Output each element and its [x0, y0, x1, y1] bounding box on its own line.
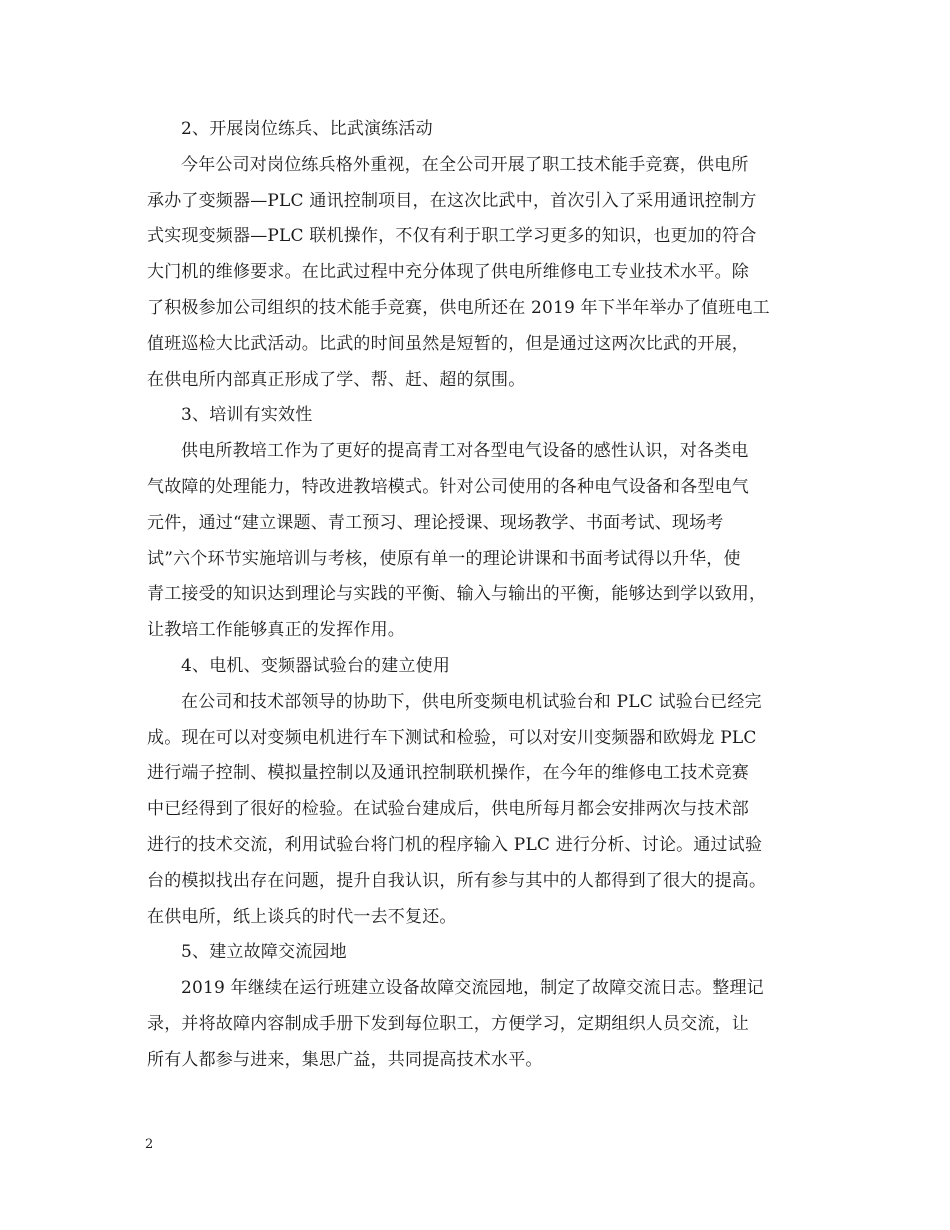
- text-line: 进行端子控制、模拟量控制以及通讯控制联机操作，在今年的维修电工技术竞赛: [147, 763, 749, 784]
- document-body: [147, 112, 812, 1079]
- text-line: 进行的技术交流，利用试验台将门机的程序输入 PLC 进行分析、讨论。通过试验: [147, 834, 763, 855]
- text-line: 让教培工作能够真正的发挥作用。: [147, 620, 405, 641]
- text-line: 值班巡检大比武活动。比武的时间虽然是短暂的，但是通过这两次比武的开展，: [147, 333, 749, 354]
- text-line: 中已经得到了很好的检验。在试验台建成后，供电所每月都会安排两次与技术部: [147, 799, 749, 820]
- text-line: 3、培训有实效性: [181, 405, 313, 426]
- text-line: 大门机的维修要求。在比武过程中充分体现了供电所维修电工专业技术水平。除: [147, 262, 749, 283]
- text-line: 在供电所内部真正形成了学、帮、赶、超的氛围。: [147, 369, 526, 390]
- text-line: 成。现在可以对变频电机进行车下测试和检验，可以对安川变频器和欧姆龙 PLC: [147, 727, 757, 748]
- text-line: 2019 年继续在运行班建立设备故障交流园地，制定了故障交流日志。整理记: [181, 978, 764, 999]
- text-line: 了积极参加公司组织的技术能手竞赛，供电所还在 2019 年下半年举办了值班电工: [147, 297, 770, 318]
- text-line: 青工接受的知识达到理论与实践的平衡、输入与输出的平衡，能够达到学以致用，: [147, 584, 767, 605]
- text-line: 在供电所，纸上谈兵的时代一去不复还。: [147, 906, 457, 927]
- text-line: 承办了变频器—PLC 通讯控制项目，在这次比武中，首次引入了采用通讯控制方: [147, 190, 757, 211]
- text-line: 式实现变频器—PLC 联机操作，不仅有利于职工学习更多的知识，也更加的符合: [147, 226, 757, 247]
- text-line: 元件，通过“建立课题、青工预习、理论授课、现场教学、书面考试、现场考: [147, 512, 724, 533]
- text-line: 今年公司对岗位练兵格外重视，在全公司开展了职工技术能手竞赛，供电所: [181, 154, 749, 175]
- text-line: 4、电机、变频器试验台的建立使用: [181, 655, 451, 676]
- text-line: 5、建立故障交流园地: [181, 942, 347, 963]
- page-number: 2: [145, 1137, 154, 1152]
- text-line: 录，并将故障内容制成手册下发到每位职工，方便学习，定期组织人员交流，让: [147, 1013, 749, 1034]
- text-line: 试”六个环节实施培训与考核，使原有单一的理论讲课和书面考试得以升华，使: [147, 548, 741, 569]
- text-line: 2、开展岗位练兵、比武演练活动: [181, 119, 433, 139]
- text-line: 气故障的处理能力，特改进教培模式。针对公司使用的各种电气设备和各型电气: [147, 476, 749, 497]
- text-line: 在公司和技术部领导的协助下，供电所变频电机试验台和 PLC 试验台已经完: [181, 691, 762, 712]
- text-line: 供电所教培工作为了更好的提高青工对各型电气设备的感性认识，对各类电: [181, 441, 749, 462]
- text-line: 所有人都参与进来，集思广益，共同提高技术水平。: [147, 1049, 543, 1070]
- text-line: 台的模拟找出存在问题，提升自我认识，所有参与其中的人都得到了很大的提高。: [147, 870, 767, 891]
